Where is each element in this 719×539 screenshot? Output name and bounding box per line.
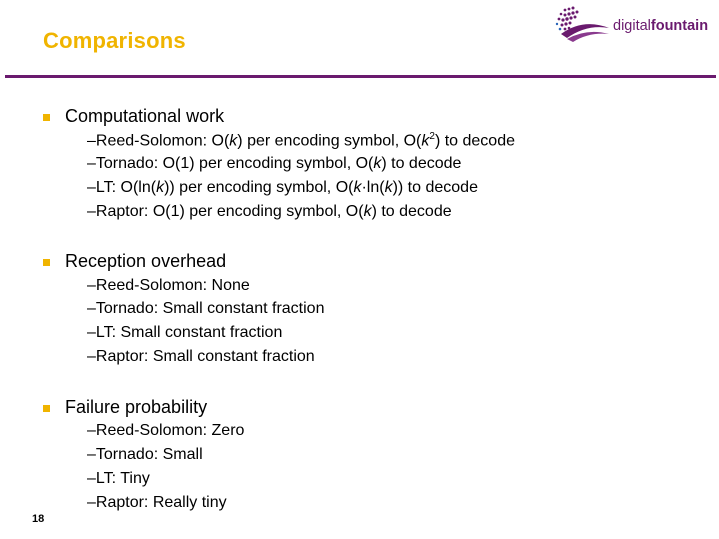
sub-item: –LT: Small constant fraction <box>87 324 283 341</box>
sub-item: –LT: Tiny <box>87 470 150 487</box>
sub-item-var: k <box>156 179 165 196</box>
sub-item-text: ) to decode <box>381 155 462 172</box>
sub-item-text: –Raptor: O(1) per encoding symbol, O( <box>87 203 364 220</box>
sub-item-var: k <box>363 203 372 220</box>
bullet-icon <box>43 114 50 121</box>
sub-item-var: k <box>421 132 430 150</box>
section-heading: Reception overhead <box>65 251 227 271</box>
sub-item: –Reed-Solomon: None <box>87 277 250 294</box>
sub-item-text: –LT: O(ln( <box>87 179 157 196</box>
sub-item <box>87 131 515 150</box>
page-number: 18 <box>32 513 45 525</box>
sub-item-text: )) per encoding symbol, O( <box>164 179 354 196</box>
sub-item-var: k <box>229 132 238 150</box>
sub-item-text: –Reed-Solomon: O( <box>87 132 230 150</box>
sub-item-text: ) to decode <box>434 132 515 150</box>
sub-item-text: ) to decode <box>371 203 452 220</box>
section-heading: Failure probability <box>65 397 208 417</box>
sub-item: –Tornado: Small <box>87 446 203 463</box>
sub-item: –Raptor: Really tiny <box>87 494 227 511</box>
section-heading: Computational work <box>65 106 225 126</box>
sub-item <box>87 179 478 197</box>
slide-title: Comparisons <box>43 28 186 53</box>
sub-item-exponent: 2 <box>429 131 435 142</box>
sub-item-var: k <box>373 155 382 172</box>
sub-item <box>87 203 452 221</box>
sub-item-var: k <box>353 179 362 196</box>
bullet-icon <box>43 259 50 266</box>
logo-text-bold: fountain <box>650 18 709 34</box>
sub-item-text: –Tornado: O(1) per encoding symbol, O( <box>87 155 374 172</box>
sub-item-text: )) to decode <box>392 179 478 196</box>
sub-item: –Tornado: Small constant fraction <box>87 300 325 317</box>
sub-item <box>87 155 461 173</box>
sub-item: –Raptor: Small constant fraction <box>87 348 315 365</box>
logo-text-light: digital <box>613 18 651 34</box>
sub-item-text: ) per encoding symbol, O( <box>237 132 422 150</box>
sub-item-var: k <box>384 179 393 196</box>
sub-item: –Reed-Solomon: Zero <box>87 422 245 439</box>
sub-item-text: ·ln( <box>361 179 385 196</box>
bullet-icon <box>43 405 50 412</box>
